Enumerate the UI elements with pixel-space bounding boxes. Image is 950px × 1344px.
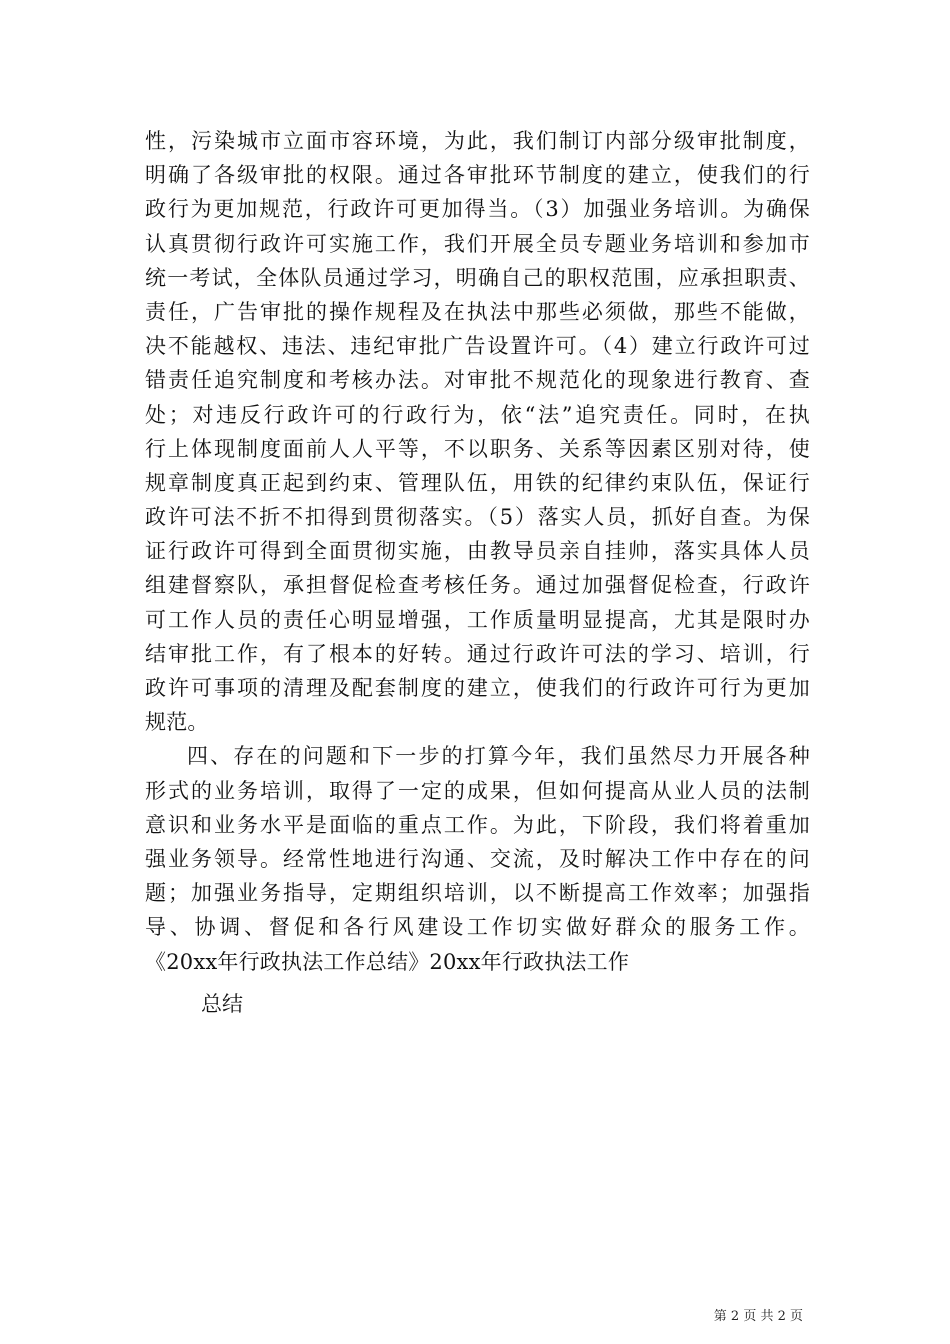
text-line: 错责任追究制度和考核办法。对审批不规范化的现象进行教育、查 (145, 368, 810, 393)
text-line: 处；对违反行政许可的行政行为，依“法”追究责任。同时，在执 (145, 402, 810, 427)
text-line: 统一考试，全体队员通过学习，明确自己的职权范围，应承担职责、 (145, 265, 810, 290)
text-line: 行上体现制度面前人人平等，不以职务、关系等因素区别对待，使 (145, 436, 810, 461)
text-line: 认真贯彻行政许可实施工作，我们开展全员专题业务培训和参加市 (145, 231, 810, 256)
document-title-reference: 《20xx年行政执法工作总结》20xx年行政执法工作 (145, 949, 630, 974)
text-line: 政许可法不折不扣得到贯彻落实。（5）落实人员，抓好自查。为保 (145, 505, 810, 530)
text-line: 结审批工作，有了根本的好转。通过行政许可法的学习、培训，行 (145, 641, 810, 666)
text-line: 组建督察队，承担督促检查考核任务。通过加强督促检查，行政许 (145, 573, 810, 598)
text-line: 导、协调、督促和各行风建设工作切实做好群众的服务工作。 (145, 915, 810, 940)
text-line: 政许可事项的清理及配套制度的建立，使我们的行政许可行为更加 (145, 676, 810, 700)
text-line: 责任，广告审批的操作规程及在执法中那些必须做，那些不能做， (145, 299, 810, 324)
text-line: 可工作人员的责任心明显增强，工作质量明显提高，尤其是限时办 (145, 607, 810, 632)
text-line: 意识和业务水平是面临的重点工作。为此，下阶段，我们将着重加 (145, 812, 810, 837)
paragraph-1 (145, 124, 835, 739)
text-line: 题；加强业务指导，定期组织培训，以不断提高工作效率；加强指 (145, 881, 810, 906)
text-line: 政行为更加规范，行政许可更加得当。（3）加强业务培训。为确保 (145, 197, 810, 222)
body-text (145, 124, 835, 1021)
page-number-footer: 第 2 页 共 2 页 (713, 1309, 803, 1324)
text-line: 规章制度真正起到约束、管理队伍，用铁的纪律约束队伍，保证行 (145, 470, 810, 495)
paragraph-2 (145, 739, 835, 944)
text-line: 强业务领导。经常性地进行沟通、交流，及时解决工作中存在的问 (145, 846, 810, 871)
text-line: 四、存在的问题和下一步的打算今年，我们虽然尽力开展各种 (187, 744, 810, 769)
text-line: 决不能越权、违法、违纪审批广告设置许可。（4）建立行政许可过 (145, 334, 810, 359)
text-line: 性，污染城市立面市容环境，为此，我们制订内部分级审批制度， (145, 129, 810, 153)
text-line: 形式的业务培训，取得了一定的成果，但如何提高从业人员的法制 (145, 778, 810, 803)
text-line: 明确了各级审批的权限。通过各审批环节制度的建立，使我们的行 (145, 163, 810, 188)
text-line: 证行政许可得到全面贯彻实施，由教导员亲自挂帅，落实具体人员 (145, 539, 810, 564)
document-title-continuation: 总结 (201, 991, 243, 1016)
text-line: 规范。 (145, 710, 209, 735)
